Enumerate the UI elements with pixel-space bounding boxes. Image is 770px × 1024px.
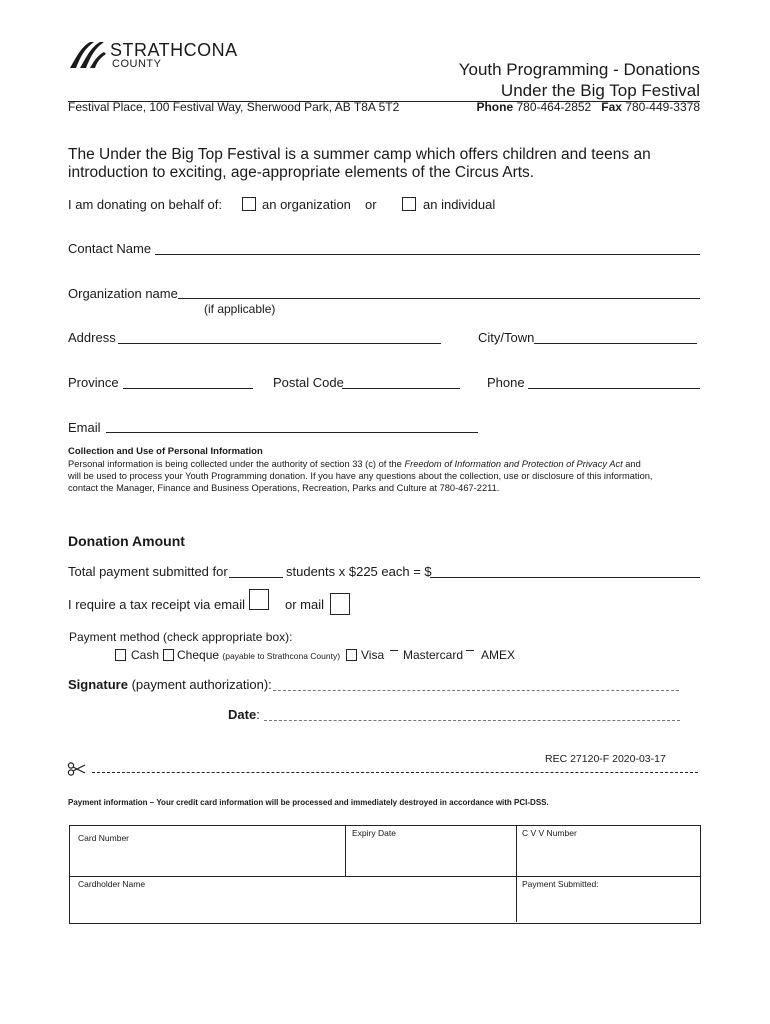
payment-info-notice: Payment information – Your credit card information will be processed and immediately destroyed in accordance with PCI-DSS. [68,798,549,807]
signature-label [68,677,272,692]
cardholder-name-field[interactable] [70,877,516,923]
tax-receipt-mail-checkbox[interactable] [330,593,350,615]
logo-text-county: COUNTY [112,58,162,70]
visa-checkbox[interactable] [346,649,357,661]
tax-receipt-label: I require a tax receipt via email [68,597,246,612]
card-number-field[interactable] [70,826,345,876]
province-label: Province [68,375,119,390]
cheque-note: (payable to Strathcona County) [222,651,341,661]
mastercard-label: Mastercard [403,648,464,662]
donation-amount-heading: Donation Amount [68,533,185,549]
or-label: or [365,197,377,212]
visa-label: Visa [361,648,385,662]
payment-method-label: Payment method (check appropriate box): [69,630,293,644]
contact-name-label: Contact Name [68,241,152,256]
organization-checkbox[interactable] [242,197,256,211]
students-price-label: students x $225 each = $ [286,564,432,579]
address-field[interactable] [118,343,441,344]
mastercard-checkbox[interactable] [390,650,398,651]
organization-option-label: an organization [262,197,351,212]
tax-receipt-email-checkbox[interactable] [249,589,269,610]
strathcona-logo-mark-icon [68,40,108,70]
privacy-text-post: and [622,459,641,469]
logo-text-strathcona: STRATHCONA [110,40,238,60]
form-title-line1: Youth Programming - Donations [458,60,700,79]
privacy-text-pre: Personal information is being collected under the authority of section 33 (c) of the [68,459,405,469]
card-number-label: Card Number [78,833,130,843]
if-applicable-note: (if applicable) [204,302,276,316]
phone-label: Phone [476,100,514,114]
amex-label: AMEX [481,648,516,662]
payment-submitted-label: Payment Submitted: [522,879,599,889]
contact-name-field[interactable] [155,254,700,255]
expiry-date-field[interactable] [346,826,516,876]
total-amount-field[interactable] [430,577,700,578]
expiry-date-label: Expiry Date [352,828,396,838]
fax-number: 780-449-3378 [625,100,700,114]
individual-checkbox[interactable] [402,197,416,211]
fax-label: Fax [601,100,622,114]
email-label: Email [68,420,101,435]
postal-code-label: Postal Code [273,375,344,390]
phone-field-label: Phone [487,375,525,390]
form-code: REC 27120-F 2020-03-17 [545,753,666,765]
payment-info-table [69,825,701,924]
intro-line1: The Under the Big Top Festival is a summer camp which offers children and teens an [68,146,651,163]
cardholder-name-label: Cardholder Name [78,879,146,889]
festival-address: Festival Place, 100 Festival Way, Sherwood Park, AB T8A 5T2 [68,100,400,114]
privacy-text [68,458,708,494]
phone-field[interactable] [528,388,700,389]
date-field[interactable] [264,720,680,721]
cvv-field[interactable] [517,826,700,876]
date-label: Date: [228,707,260,722]
scissors-icon [67,762,87,776]
email-field[interactable] [106,432,478,433]
cheque-label [177,648,340,662]
cut-line [92,772,698,773]
organization-name-field[interactable] [178,298,700,299]
date-label-bold: Date [228,707,257,722]
individual-option-label: an individual [423,197,496,212]
privacy-title: Collection and Use of Personal Information [68,446,263,457]
total-payment-label: Total payment submitted for [68,564,228,579]
intro-line2: introduction to exciting, age-appropriate elements of the Circus Arts. [68,164,535,181]
privacy-line2: will be used to process your Youth Programming donation. If you have any questions about the collection, use or disclosure of this information, [68,471,653,481]
privacy-line3: contact the Manager, Finance and Business Operations, Recreation, Parks and Culture at 780-467-2211. [68,483,500,493]
contact-phone-fax [476,100,700,114]
organization-name-label: Organization name [68,286,178,301]
cheque-checkbox[interactable] [163,649,174,661]
cheque-text: Cheque [177,648,220,662]
cvv-label: C V V Number [522,828,577,838]
donating-on-behalf-label: I am donating on behalf of: [68,197,222,212]
postal-code-field[interactable] [342,388,460,389]
student-count-field[interactable] [229,577,283,578]
address-label: Address [68,330,116,345]
cash-checkbox[interactable] [115,649,126,661]
signature-label-bold: Signature [68,677,128,692]
signature-label-note: (payment authorization): [127,677,272,692]
or-mail-label: or mail [285,597,325,612]
cash-label: Cash [131,648,160,662]
city-label: City/Town [478,330,535,345]
privacy-act-name: Freedom of Information and Protection of Privacy Act [404,459,623,469]
signature-field[interactable] [273,690,679,691]
city-field[interactable] [534,343,697,344]
province-field[interactable] [123,388,253,389]
form-title-line2: Under the Big Top Festival [500,81,700,100]
payment-submitted-field[interactable] [517,877,700,923]
phone-number: 780-464-2852 [516,100,592,114]
amex-checkbox[interactable] [466,650,474,651]
